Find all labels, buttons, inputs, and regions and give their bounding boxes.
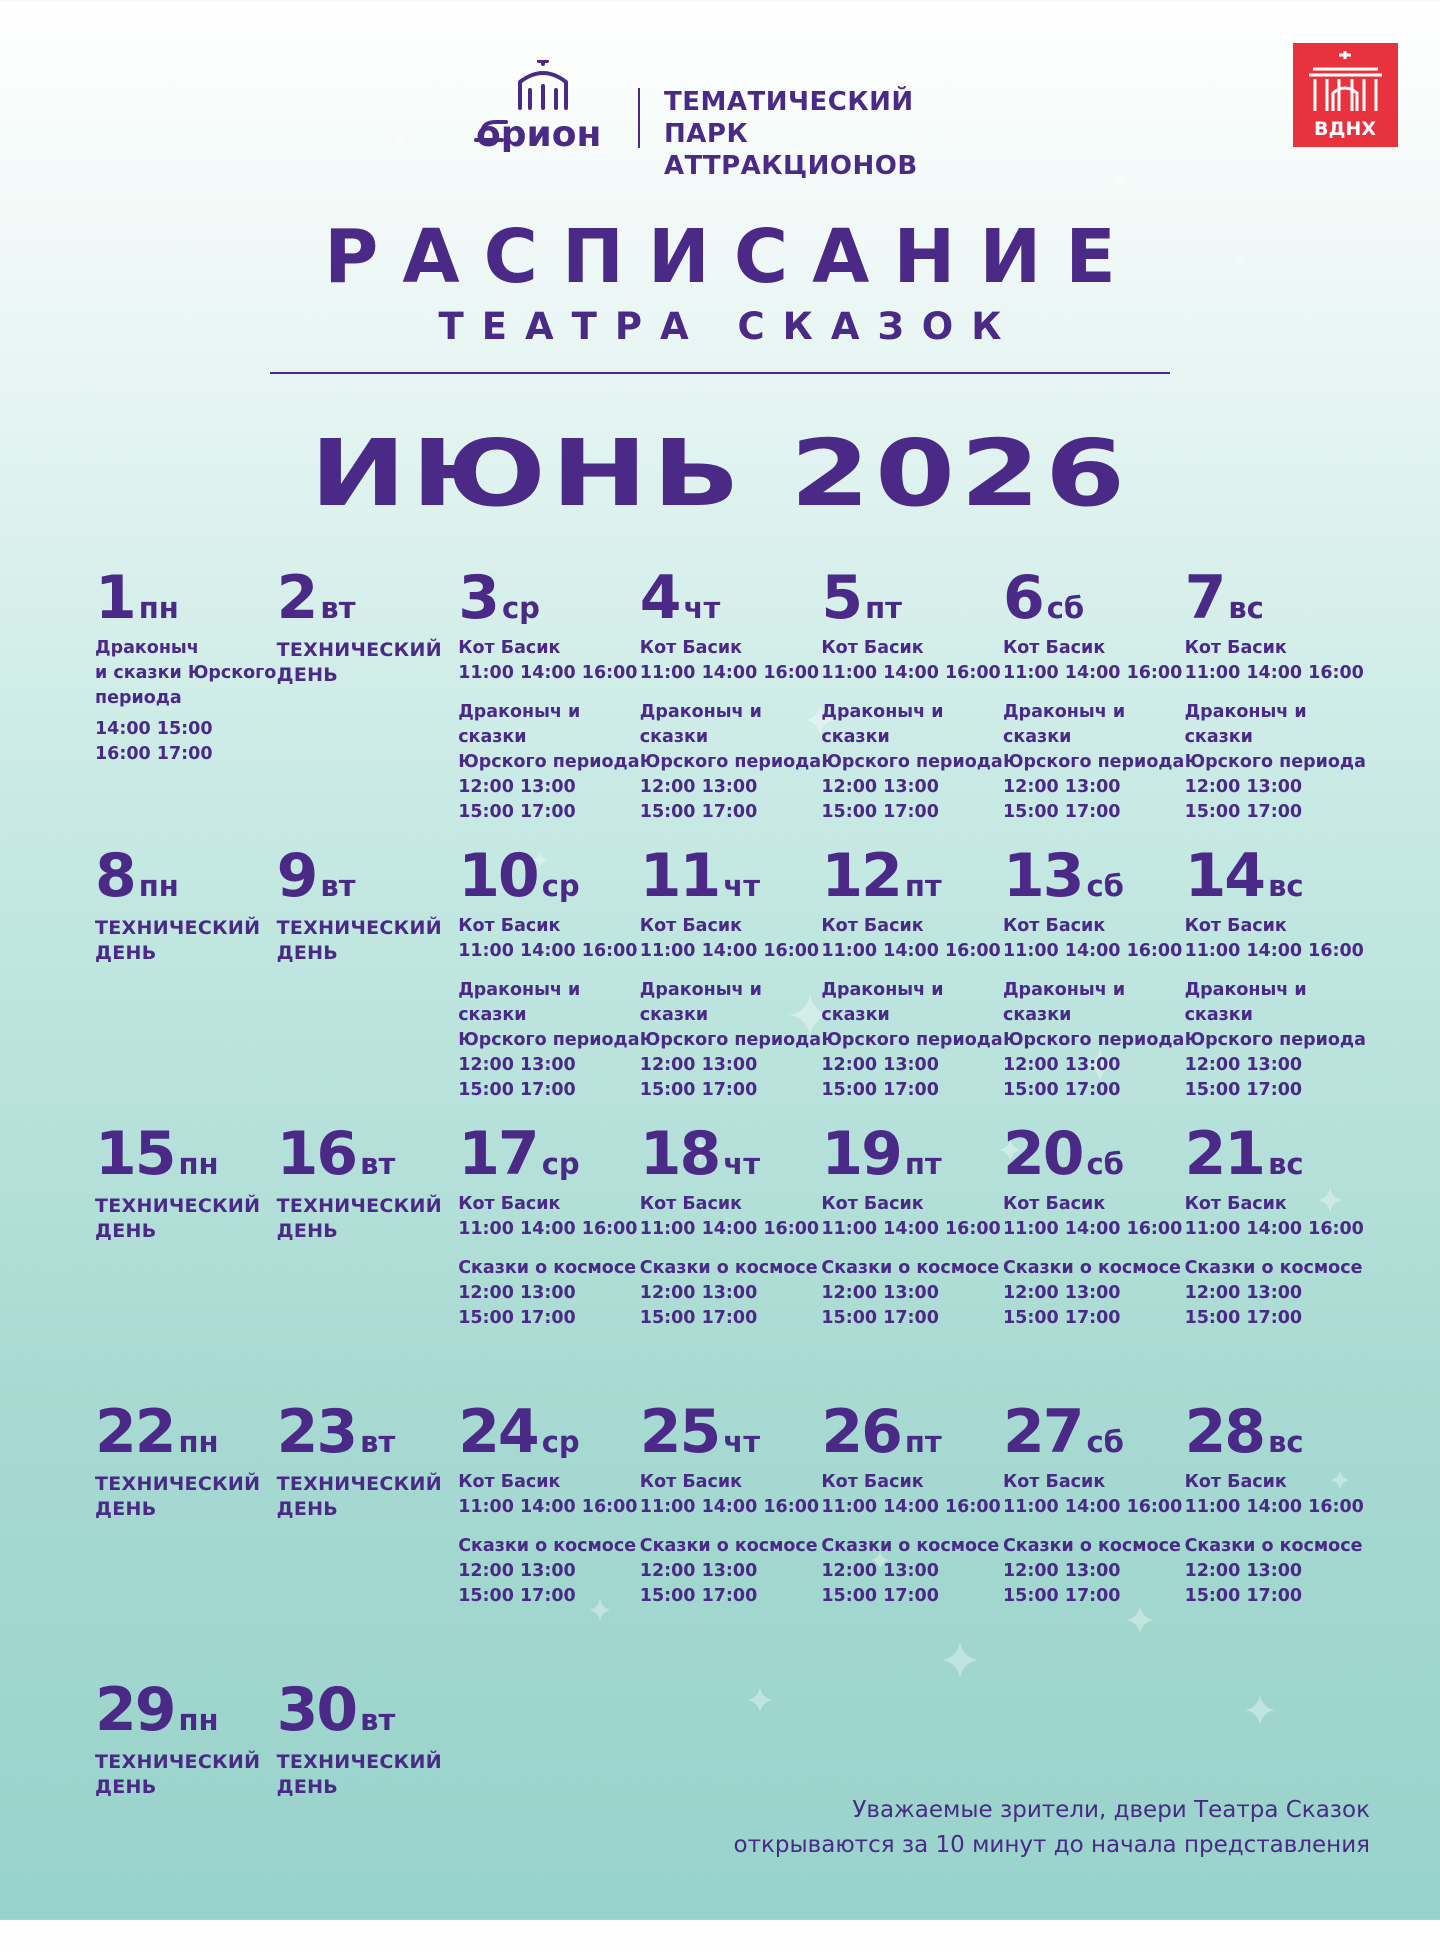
show-times: 12:00 13:00 15:00 17:00: [1002, 1283, 1121, 1328]
day-number: 10: [458, 841, 538, 911]
day-number: 27: [1002, 1397, 1083, 1467]
technical-day-note: ТЕХНИЧЕСКИЙ ДЕНЬ: [95, 917, 261, 964]
weekday-label: пн: [178, 1425, 219, 1459]
show-title: Драконыч и сказки Юрского периода: [1184, 702, 1366, 772]
show-times: 11:00 14:00 16:00: [1184, 1219, 1364, 1239]
show-title: Сказки о космосе: [821, 1258, 1000, 1278]
show-times: 11:00 14:00 16:00: [821, 1219, 1001, 1239]
weekday-label: пт: [865, 591, 902, 625]
calendar-grid: [95, 562, 1366, 1952]
show-times: 12:00 13:00 15:00 17:00: [821, 777, 939, 822]
technical-day-note: ТЕХНИЧЕСКИЙ ДЕНЬ: [276, 1473, 442, 1520]
weekday-label: сб: [1086, 1425, 1124, 1459]
day-header: [277, 1674, 459, 1746]
day-header: [640, 1118, 822, 1190]
weekday-label: вт: [360, 1703, 396, 1737]
day-cell: [277, 1396, 459, 1674]
show-title: Драконыч и сказки Юрского периода: [639, 980, 822, 1050]
weekday-label: пт: [904, 1147, 942, 1181]
day-header: [640, 562, 822, 634]
footer-note: Уважаемые зрители, двери Театра Сказок открываются за 10 минут до начала представления: [733, 1797, 1370, 1858]
weekday-label: чт: [723, 1147, 760, 1181]
day-cell: [277, 1674, 459, 1952]
show-times: 11:00 14:00 16:00: [458, 663, 638, 683]
day-number: 16: [276, 1119, 357, 1189]
day-cell: [458, 840, 640, 1118]
day-cell: [95, 562, 277, 840]
weekday-label: вт: [320, 591, 356, 625]
day-header: [821, 1118, 1003, 1190]
show-times: 11:00 14:00 16:00: [821, 941, 1001, 961]
day-header: [95, 1118, 277, 1190]
show-times: 11:00 14:00 16:00: [458, 1219, 638, 1239]
show-title: Драконыч и сказки Юрского периода: [1002, 980, 1185, 1050]
show-title: Драконыч и сказки Юрского периода: [821, 702, 1003, 772]
show-times: 12:00 13:00 15:00 17:00: [458, 1055, 576, 1100]
day-header: [95, 1396, 277, 1468]
show-title: Сказки о космосе: [458, 1258, 637, 1278]
show-title: Кот Басик: [458, 638, 561, 658]
show-title: Драконыч и сказки Юрского периода: [458, 980, 640, 1050]
weekday-label: чт: [683, 591, 721, 625]
technical-day-note: ТЕХНИЧЕСКИЙ ДЕНЬ: [95, 1751, 261, 1798]
show-title: Кот Басик: [639, 916, 743, 936]
day-cell: [1003, 840, 1185, 1118]
show-title: Кот Басик: [1184, 1472, 1287, 1492]
vdnh-arch-icon: [1293, 43, 1398, 147]
show-times: 12:00 13:00 15:00 17:00: [639, 1283, 758, 1328]
show-times: 12:00 13:00 15:00 17:00: [639, 777, 758, 822]
show-times: 12:00 13:00 15:00 17:00: [1184, 1561, 1303, 1606]
weekday-label: чт: [723, 1425, 760, 1459]
day-number: 11: [639, 841, 720, 911]
show-times: 12:00 13:00 15:00 17:00: [1002, 1561, 1121, 1606]
show-times: 12:00 13:00 15:00 17:00: [458, 777, 576, 822]
day-header: [458, 562, 640, 634]
day-cell: [1185, 1118, 1367, 1396]
technical-day-note: ТЕХНИЧЕСКИЙ ДЕНЬ: [95, 1195, 261, 1242]
weekday-label: ср: [501, 591, 540, 625]
orion-logo: [468, 60, 978, 181]
vdnh-logo-text: ВДНХ: [1314, 118, 1376, 140]
day-number: 30: [276, 1675, 357, 1745]
weekday-label: вс: [1268, 1147, 1304, 1181]
show-times: 11:00 14:00 16:00: [1184, 663, 1364, 683]
show-times: 12:00 13:00 15:00 17:00: [639, 1561, 758, 1606]
day-number: 5: [821, 563, 862, 633]
show-title: Драконыч и сказки Юрского периода: [639, 702, 822, 772]
day-header: [277, 562, 459, 634]
day-header: [1003, 1118, 1185, 1190]
day-header: [1003, 1396, 1185, 1468]
day-cell: [1185, 562, 1367, 840]
weekday-label: вт: [360, 1425, 396, 1459]
show-title: Драконыч и сказки Юрского периода: [1002, 702, 1185, 772]
day-cell: [458, 1396, 640, 1674]
day-cell: [95, 840, 277, 1118]
show-title: Кот Басик: [1002, 1194, 1106, 1214]
show-title: Кот Басик: [1184, 638, 1287, 658]
day-number: 25: [639, 1397, 720, 1467]
show-times: 11:00 14:00 16:00: [1002, 1219, 1183, 1239]
show-times: 12:00 13:00 15:00 17:00: [1002, 777, 1121, 822]
weekday-label: сб: [1086, 869, 1124, 903]
show-title: Кот Басик: [1002, 1472, 1106, 1492]
day-cell: [640, 1396, 822, 1674]
day-header: [458, 1118, 640, 1190]
day-cell: [458, 562, 640, 840]
show-title: Сказки о космосе: [1002, 1258, 1181, 1278]
day-cell: [1003, 562, 1185, 840]
day-header: [821, 1396, 1003, 1468]
day-number: 4: [639, 563, 680, 633]
show-title: Кот Басик: [821, 1194, 924, 1214]
show-title: Кот Басик: [1002, 638, 1106, 658]
show-times: 11:00 14:00 16:00: [1002, 941, 1183, 961]
weekday-label: сб: [1046, 591, 1085, 625]
day-number: 20: [1002, 1119, 1083, 1189]
day-number: 1: [95, 563, 135, 633]
day-cell: [821, 840, 1003, 1118]
show-title: Кот Басик: [1184, 916, 1287, 936]
day-header: [1185, 1396, 1367, 1468]
show-title: Кот Басик: [1184, 1194, 1287, 1214]
day-number: 17: [458, 1119, 538, 1189]
weekday-label: пт: [904, 1425, 942, 1459]
day-header: [458, 1396, 640, 1468]
show-title: Драконыч и сказки Юрского периода: [458, 702, 640, 772]
day-header: [95, 1674, 277, 1746]
technical-day-note: ТЕХНИЧЕСКИЙ ДЕНЬ: [276, 1751, 442, 1798]
weekday-label: вс: [1228, 591, 1264, 625]
weekday-label: вс: [1268, 1425, 1304, 1459]
day-number: 22: [95, 1397, 175, 1467]
day-cell: [277, 840, 459, 1118]
day-header: [1003, 840, 1185, 912]
day-cell: [1185, 1396, 1367, 1674]
day-header: [277, 1118, 459, 1190]
day-cell: [1003, 1396, 1185, 1674]
weekday-label: сб: [1086, 1147, 1124, 1181]
show-times: 11:00 14:00 16:00: [458, 1497, 638, 1517]
show-times: 11:00 14:00 16:00: [1002, 663, 1183, 683]
show-title: Сказки о космосе: [1184, 1258, 1363, 1278]
weekday-label: пн: [178, 1703, 219, 1737]
day-number: 2: [276, 563, 317, 633]
show-title: Кот Басик: [821, 638, 924, 658]
show-times: 12:00 13:00 15:00 17:00: [821, 1561, 939, 1606]
day-number: 12: [821, 841, 901, 911]
day-number: 24: [458, 1397, 538, 1467]
technical-day-note: ТЕХНИЧЕСКИЙ ДЕНЬ: [276, 1195, 442, 1242]
show-times: 12:00 13:00 15:00 17:00: [1184, 1283, 1303, 1328]
show-times: 11:00 14:00 16:00: [1184, 1497, 1364, 1517]
show-times: 14:00 15:00 16:00 17:00: [95, 719, 213, 764]
technical-day-note: ТЕХНИЧЕСКИЙ ДЕНЬ: [276, 639, 442, 686]
day-number: 6: [1002, 563, 1043, 633]
show-title: Драконыч и сказки Юрского периода: [1184, 980, 1366, 1050]
orion-logo-mark: [468, 60, 618, 152]
show-times: 12:00 13:00 15:00 17:00: [821, 1055, 939, 1100]
weekday-label: пн: [138, 869, 179, 903]
show-times: 12:00 13:00 15:00 17:00: [639, 1055, 758, 1100]
day-number: 3: [458, 563, 498, 633]
day-cell: [277, 1118, 459, 1396]
day-header: [821, 562, 1003, 634]
day-number: 7: [1184, 563, 1225, 633]
weekday-label: ср: [541, 869, 580, 903]
show-times: 11:00 14:00 16:00: [639, 663, 820, 683]
show-times: 11:00 14:00 16:00: [1184, 941, 1364, 961]
day-number: 9: [276, 841, 317, 911]
weekday-label: вт: [360, 1147, 396, 1181]
show-times: 12:00 13:00 15:00 17:00: [821, 1283, 939, 1328]
technical-day-note: ТЕХНИЧЕСКИЙ ДЕНЬ: [276, 917, 442, 964]
show-times: 11:00 14:00 16:00: [639, 941, 820, 961]
day-cell: [821, 562, 1003, 840]
day-number: 28: [1184, 1397, 1265, 1467]
show-title: Кот Басик: [458, 1472, 561, 1492]
show-title: Кот Басик: [821, 916, 924, 936]
orion-logo-text: орион: [476, 114, 602, 152]
weekday-label: пн: [138, 591, 179, 625]
show-times: 11:00 14:00 16:00: [458, 941, 638, 961]
show-title: Кот Басик: [639, 638, 743, 658]
day-header: [640, 1396, 822, 1468]
day-number: 14: [1184, 841, 1265, 911]
show-title: Драконыч и сказки Юрского периода: [821, 980, 1003, 1050]
show-times: 11:00 14:00 16:00: [1002, 1497, 1183, 1517]
day-header: [821, 840, 1003, 912]
day-cell: [640, 840, 822, 1118]
day-header: [95, 840, 277, 912]
show-times: 12:00 13:00 15:00 17:00: [1184, 777, 1303, 822]
day-cell: [95, 1674, 277, 1952]
show-title: Кот Басик: [1002, 916, 1106, 936]
show-times: 12:00 13:00 15:00 17:00: [1002, 1055, 1121, 1100]
day-number: 26: [821, 1397, 901, 1467]
show-title: Кот Басик: [821, 1472, 924, 1492]
page-subtitle: ТЕАТРА СКАЗОК: [438, 305, 1020, 348]
day-header: [1003, 562, 1185, 634]
day-cell: [458, 1118, 640, 1396]
weekday-label: вт: [320, 869, 356, 903]
day-number: 23: [276, 1397, 357, 1467]
show-times: 12:00 13:00 15:00 17:00: [1184, 1055, 1303, 1100]
weekday-label: чт: [723, 869, 760, 903]
weekday-label: пт: [904, 869, 942, 903]
technical-day-note: ТЕХНИЧЕСКИЙ ДЕНЬ: [95, 1473, 261, 1520]
show-title: Сказки о космосе: [639, 1258, 818, 1278]
day-header: [458, 840, 640, 912]
day-number: 19: [821, 1119, 901, 1189]
day-number: 18: [639, 1119, 720, 1189]
title-divider: [270, 372, 1170, 374]
weekday-label: пн: [178, 1147, 219, 1181]
day-cell: [821, 1396, 1003, 1674]
weekday-label: ср: [541, 1147, 580, 1181]
show-title: Кот Басик: [458, 1194, 561, 1214]
logo-subtitle: ТЕМАТИЧЕСКИЙ ПАРК АТТРАКЦИОНОВ: [664, 87, 918, 181]
show-title: Драконыч и сказки Юрского периода: [95, 638, 277, 708]
show-times: 11:00 14:00 16:00: [821, 663, 1001, 683]
weekday-label: вс: [1268, 869, 1304, 903]
day-number: 15: [95, 1119, 175, 1189]
day-cell: [821, 1118, 1003, 1396]
day-header: [1185, 1118, 1367, 1190]
day-header: [95, 562, 277, 634]
show-times: 12:00 13:00 15:00 17:00: [458, 1283, 576, 1328]
day-cell: [95, 1396, 277, 1674]
day-cell: [640, 1118, 822, 1396]
day-header: [277, 1396, 459, 1468]
day-header: [640, 840, 822, 912]
weekday-label: ср: [541, 1425, 580, 1459]
show-title: Кот Басик: [639, 1194, 743, 1214]
show-title: Сказки о космосе: [639, 1536, 818, 1556]
day-number: 13: [1002, 841, 1083, 911]
show-times: 11:00 14:00 16:00: [821, 1497, 1001, 1517]
day-cell: [277, 562, 459, 840]
day-cell: [1003, 1118, 1185, 1396]
show-times: 11:00 14:00 16:00: [639, 1497, 820, 1517]
day-number: 8: [95, 841, 135, 911]
page-title: РАСПИСАНИЕ: [324, 214, 1140, 300]
show-title: Сказки о космосе: [821, 1536, 1000, 1556]
day-cell: [1185, 840, 1367, 1118]
day-cell: [95, 1118, 277, 1396]
show-title: Сказки о космосе: [1184, 1536, 1363, 1556]
day-cell: [640, 562, 822, 840]
day-number: 21: [1184, 1119, 1265, 1189]
month-heading: ИЮНЬ 2026: [309, 420, 1131, 527]
day-header: [1185, 840, 1367, 912]
show-title: Кот Басик: [639, 1472, 743, 1492]
day-header: [1185, 562, 1367, 634]
show-times: 12:00 13:00 15:00 17:00: [458, 1561, 576, 1606]
show-title: Сказки о космосе: [458, 1536, 637, 1556]
day-number: 29: [95, 1675, 175, 1745]
day-header: [277, 840, 459, 912]
show-times: 11:00 14:00 16:00: [639, 1219, 820, 1239]
show-title: Сказки о космосе: [1002, 1536, 1181, 1556]
logo-divider: [638, 88, 640, 148]
vdnh-logo: [1293, 43, 1398, 147]
show-title: Кот Басик: [458, 916, 561, 936]
